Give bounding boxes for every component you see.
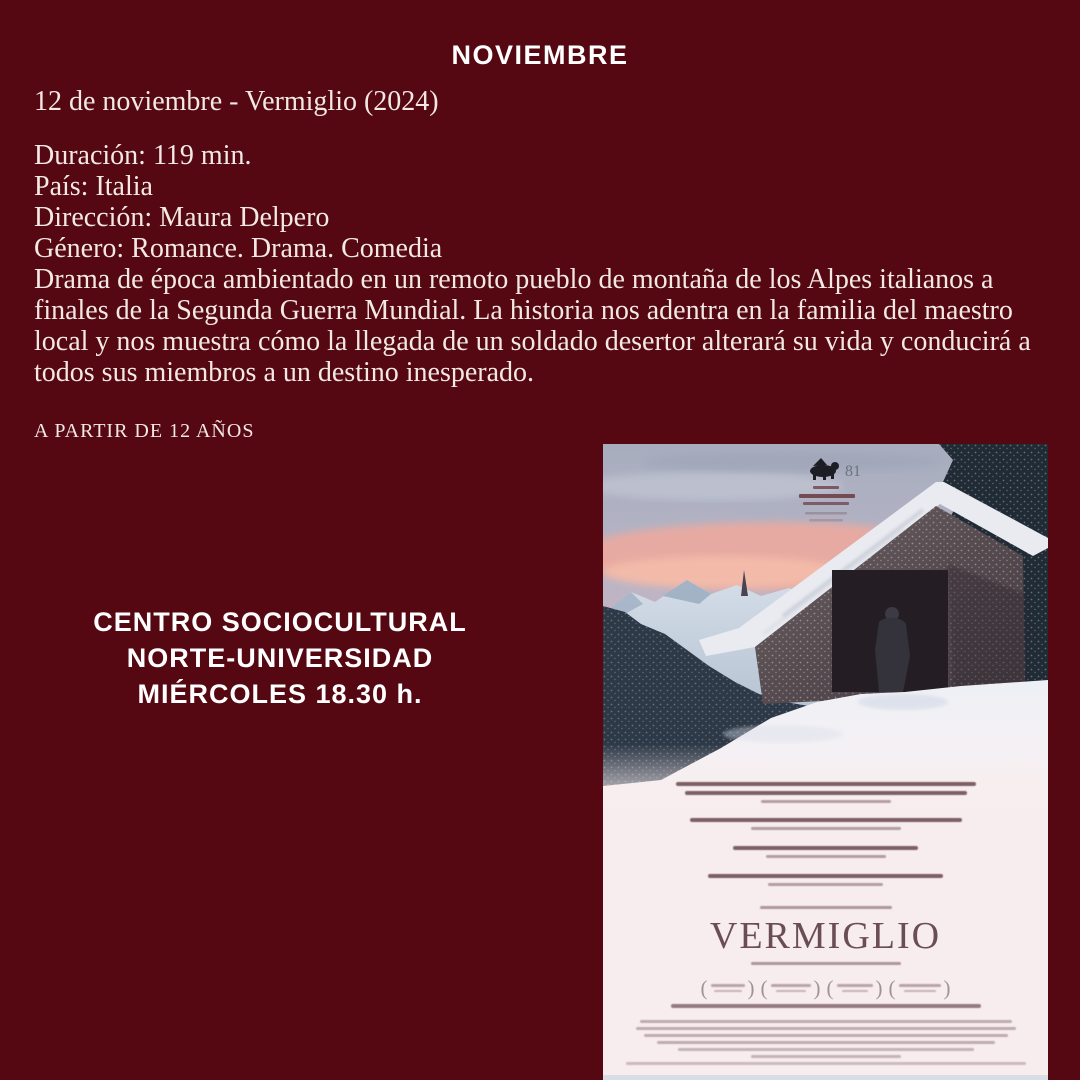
- credits-line: [640, 1020, 1012, 1023]
- film-by-line: [603, 906, 1048, 909]
- laurel-left-icon: (: [888, 976, 896, 1000]
- laurel-text-line: [837, 984, 873, 987]
- credits-line: [751, 1055, 901, 1058]
- festival-number: 81: [845, 463, 861, 480]
- film-duration: Duración: 119 min.: [34, 140, 252, 171]
- laurel-right-icon: ): [747, 976, 755, 1000]
- poster-quote: [603, 818, 1048, 830]
- laurel-row: [603, 978, 1048, 998]
- film-genre: Género: Romance. Drama. Comedia: [34, 233, 443, 264]
- credits-line: [636, 1027, 1016, 1030]
- venue-schedule: MIÉRCOLES 18.30 h.: [137, 679, 423, 709]
- quote-line: [676, 782, 976, 786]
- laurel-text-line: [711, 984, 745, 987]
- laurel-right-icon: ): [943, 976, 951, 1000]
- credits-line: [626, 1062, 1026, 1065]
- person-body: [875, 618, 910, 692]
- movie-poster: [603, 444, 1048, 1080]
- credits-block: [603, 1020, 1048, 1065]
- poster-photo-scene: [603, 444, 1048, 816]
- laurel-badge: [827, 978, 883, 998]
- snow-shadow: [858, 694, 948, 710]
- laurel-left-icon: (: [826, 976, 834, 1000]
- quote-attribution: [751, 827, 901, 830]
- quote-attribution: [766, 855, 886, 858]
- quote-line: [690, 818, 962, 822]
- event-date-line: 12 de noviembre - Vermiglio (2024): [34, 86, 439, 117]
- quote-attribution: [768, 883, 883, 886]
- laurel-text-line: [842, 990, 868, 993]
- venue-name-line1: CENTRO SOCIOCULTURAL: [93, 607, 467, 637]
- quote-attribution: [761, 800, 891, 803]
- laurel-text-line: [776, 990, 806, 993]
- laurel-left-icon: (: [700, 976, 708, 1000]
- subtitle-line: [751, 962, 901, 965]
- poster-subtitle: [603, 962, 1048, 965]
- laurel-right-icon: ): [875, 976, 883, 1000]
- laurel-badge: [889, 978, 951, 998]
- film-country: País: Italia: [34, 171, 153, 202]
- credits-headline-line: [671, 1004, 981, 1008]
- laurel-left-icon: (: [760, 976, 768, 1000]
- poster-title: VERMIGLIO: [709, 915, 942, 957]
- credits-line: [657, 1041, 995, 1044]
- laurel-text-line: [904, 990, 936, 993]
- laurel-badge: [701, 978, 755, 998]
- film-synopsis: Drama de época ambientado en un remoto pueblo de montaña de los Alpes italianos a finales de la Segunda Guerra Mundial. La historia nos adentra en la familia del maestro local y nos muestra cómo la llegada de un soldado desertor alterará su vida y conducirá a todos sus miembros a un destino inesperado.: [34, 264, 1031, 388]
- cloud: [643, 452, 943, 472]
- venue-name-line2: NORTE-UNIVERSIDAD: [126, 643, 434, 673]
- laurel-text-line: [714, 990, 742, 993]
- laurel-badge: [761, 978, 821, 998]
- photo-fade: [603, 744, 1048, 816]
- quote-line: [733, 846, 918, 850]
- poster-quote: [603, 846, 1048, 858]
- poster-bottom-edge: [603, 1075, 1048, 1080]
- poster-quote: [603, 874, 1048, 886]
- poster-quote: [603, 782, 1048, 803]
- page-title: NOVIEMBRE: [451, 40, 629, 70]
- credits-headline: [603, 1004, 1048, 1008]
- film-direction: Dirección: Maura Delpero: [34, 202, 330, 233]
- film-info-block: [34, 140, 1050, 388]
- laurel-right-icon: ): [813, 976, 821, 1000]
- credits-line: [644, 1034, 1008, 1037]
- venue-block: [80, 604, 480, 712]
- quote-line: [685, 791, 967, 795]
- laurel-text-line: [771, 984, 811, 987]
- laurel-text-line: [899, 984, 941, 987]
- quote-line: [708, 874, 943, 878]
- film-by-text-line: [760, 906, 892, 909]
- snow-shadow: [723, 725, 843, 743]
- age-rating: A PARTIR DE 12 AÑOS: [34, 420, 255, 442]
- credits-line: [678, 1048, 974, 1051]
